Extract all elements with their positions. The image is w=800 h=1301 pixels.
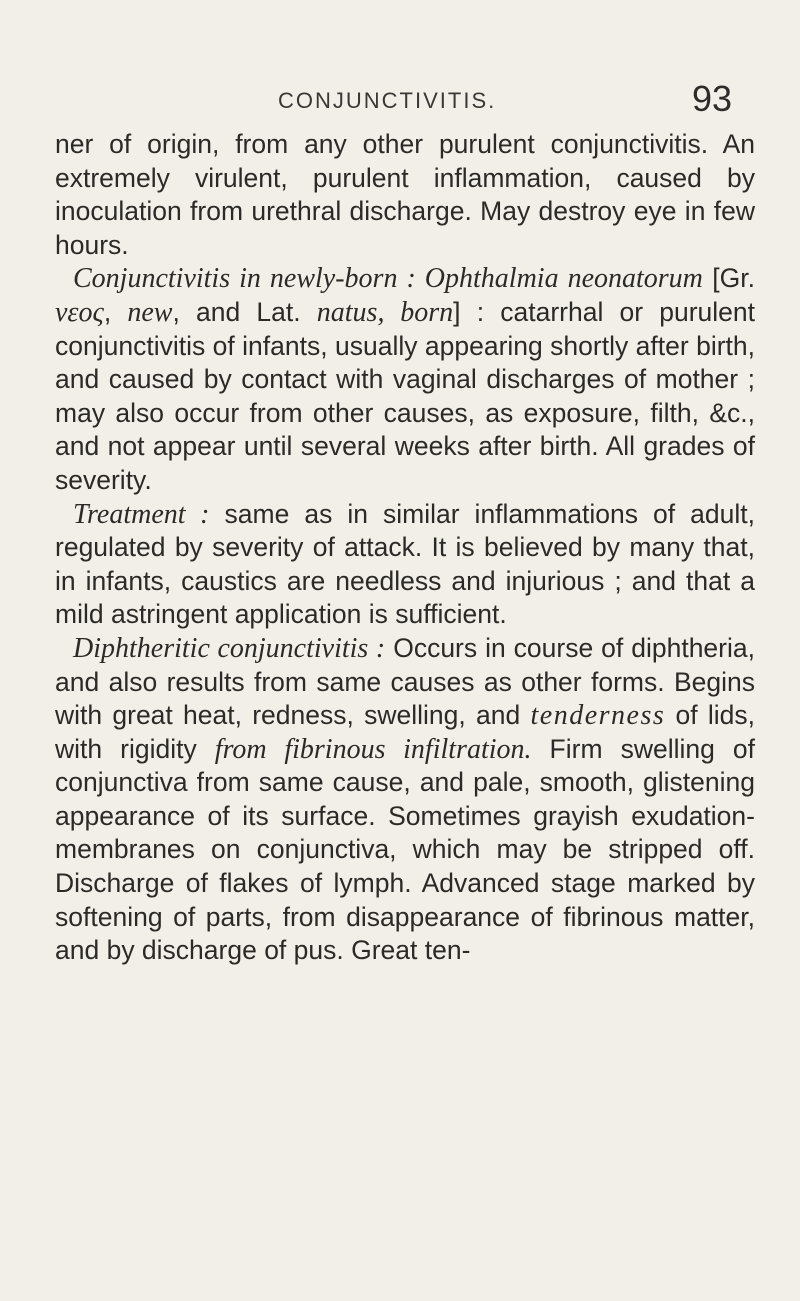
etymology-close: ] : xyxy=(453,296,501,327)
diphtheritic-text-1: Occurs in course of diphtheria, and also results from same causes as other forms. Begins with great heat, redness, swelling, and xyxy=(55,632,755,731)
emphasis-tenderness: tenderness xyxy=(530,700,666,732)
emphasis-fibrinous-infiltration: from fibrinous infiltration. xyxy=(214,733,532,765)
paragraph-diphtheritic xyxy=(55,632,755,968)
greek-word: νεος xyxy=(55,296,104,328)
paragraph-ophthalmia-neonatorum xyxy=(55,262,755,497)
gloss-new: new xyxy=(127,296,173,328)
entry-term-ophthalmia: Conjunctivitis in newly-born : Ophthalmia neonatorum xyxy=(73,263,703,295)
body-text xyxy=(55,128,755,968)
entry-term-treatment: Treatment : xyxy=(73,498,210,530)
paragraph-treatment xyxy=(55,498,755,632)
diphtheritic-text-3: Firm swelling of conjunctiva from same cause, and pale, smooth, glistening appearance of its surface. Sometimes grayish exudation-membranes on conjunctiva, which may be stripped off. Discharge of flakes of lymph. Advanced stage marked by softening of parts, from disappearance of fibrinous matter, and by discharge of pus. Great ten- xyxy=(55,733,755,966)
etymology-sep-2: , and Lat. xyxy=(172,296,317,327)
etymology-sep-1: , xyxy=(103,296,128,327)
paragraph-gonorrheal: ner of origin, from any other purulent conjunctivitis. An extremely virulent, purulent inflammation, caused by inoculation from urethral discharge. May destroy eye in few hours. xyxy=(55,129,755,260)
page-number: 93 xyxy=(692,78,733,119)
treatment-text: same as in similar inflammations of adult, regulated by severity of attack. It is believed by many that, in infants, caustics are needless and injurious ; and that a mild astringent application is sufficient. xyxy=(55,498,755,630)
running-title: CONJUNCTIVITIS. xyxy=(278,88,497,113)
etymology-open: [Gr. xyxy=(702,263,755,294)
diphtheritic-text-2: of lids, with rigidity xyxy=(55,700,756,764)
latin-word: natus, born xyxy=(316,296,454,328)
entry-term-diphtheritic: Diphtheritic conjunctivitis : xyxy=(73,632,386,664)
definition-text: catarrhal or purulent conjunctivitis of infants, usually appearing shortly after birth, and caused by contact with vaginal discharges of mother ; may also occur from other causes, as exposure, filth, &c., and not appear until several weeks after birth. All grades of severity. xyxy=(55,296,756,495)
